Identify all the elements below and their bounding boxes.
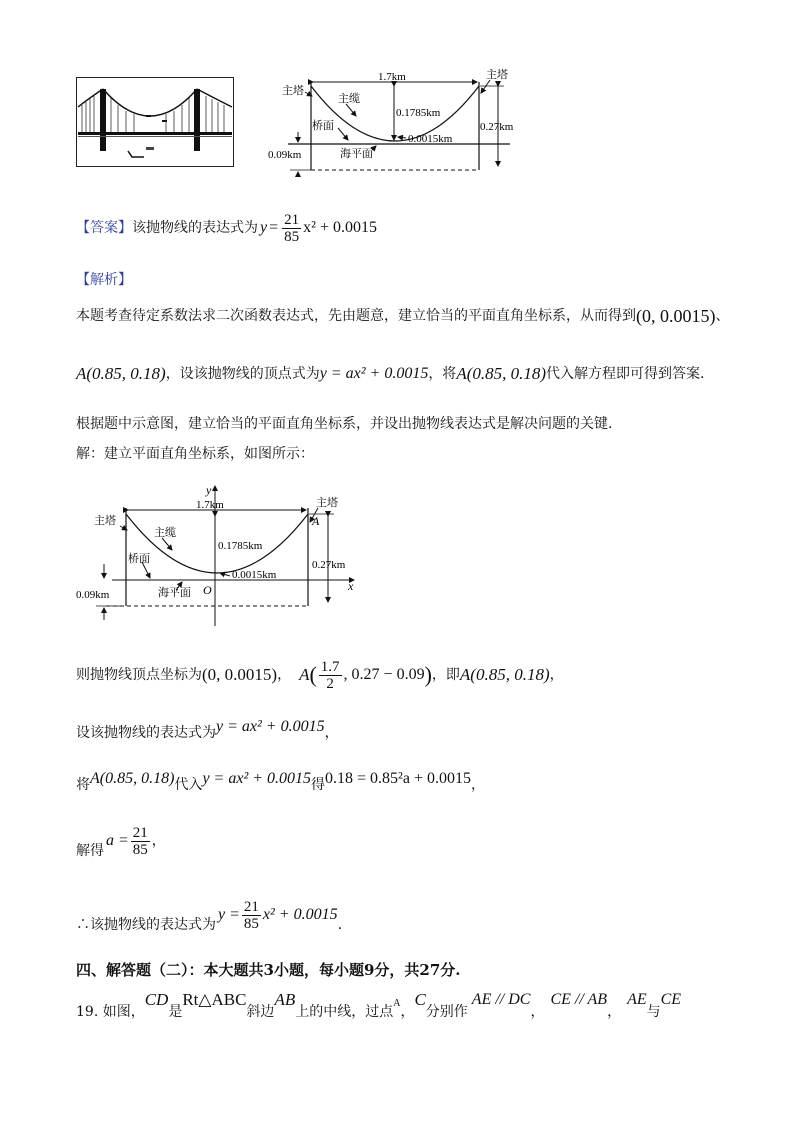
- fig2-h-deck: 0.09km: [76, 589, 110, 601]
- q19-ce-ab: CE // AB: [550, 991, 608, 1008]
- analysis-tag: 【解析】: [76, 272, 132, 288]
- solution-s5-num: 21: [243, 898, 259, 915]
- solution-s3-get: 得: [311, 777, 326, 793]
- solution-s1-a: A: [299, 665, 310, 684]
- q19-draw: 分别作: [425, 1004, 468, 1020]
- solution-s3-eq2: 0.18 = 0.85²a + 0.0015: [325, 770, 471, 787]
- fig2-deck: 桥面: [128, 553, 150, 565]
- answer-rest: x² + 0.0015: [303, 219, 377, 236]
- fig1-h-deck: 0.09km: [268, 149, 302, 161]
- solution-s2-eq: y = ax² + 0.0015: [216, 718, 325, 735]
- fig2-tower-right: 主塔: [316, 497, 338, 509]
- fig1-width-label: 1.7km: [378, 71, 406, 83]
- answer-den: 85: [284, 228, 300, 245]
- answer-text: 该抛物线的表达式为: [132, 220, 258, 236]
- q19-ab: AB: [274, 990, 296, 1009]
- solution-line-2: [76, 718, 339, 748]
- solution-s5-fraction: [242, 899, 261, 932]
- solution-s4-den: 85: [132, 841, 148, 858]
- fig1-sea: 海平面: [340, 148, 373, 160]
- fig2-width-label: 1.7km: [196, 499, 224, 511]
- solution-s5-den: 85: [243, 915, 259, 932]
- question-19: [76, 984, 681, 1024]
- analysis-p1-sep: 、: [715, 308, 730, 324]
- analysis-p2-text3: 代入解方程即可得到答案.: [546, 366, 705, 382]
- fig1-tower-left: 主塔: [282, 85, 304, 97]
- solution-s5-y: y =: [218, 906, 240, 923]
- fig1-h-mid: 0.1785km: [396, 107, 441, 119]
- solution-s1-point: A(0.85, 0.18): [459, 665, 550, 684]
- solution-s4-fraction: [131, 825, 150, 858]
- q19-cd: CD: [144, 990, 169, 1009]
- solution-s3-point: A(0.85, 0.18): [90, 770, 175, 787]
- solution-s1-paren-close: ): [424, 662, 432, 687]
- solution-line-4: [76, 816, 166, 866]
- q19-intro: 19. 如图，: [76, 1004, 145, 1020]
- solution-s1-den: 2: [326, 675, 334, 692]
- solution-s1-comma: ，: [277, 667, 292, 683]
- fig1-deck: 桥面: [312, 120, 334, 132]
- q19-hyp: 斜边: [246, 1004, 275, 1020]
- analysis-p2-point-a: A(0.85, 0.18): [76, 364, 166, 383]
- fig2-tower-left: 主塔: [94, 515, 116, 527]
- q19-ae-dc: AE // DC: [471, 991, 531, 1008]
- solution-s4-text: 解得: [76, 843, 104, 859]
- solution-s4-num: 21: [132, 824, 148, 841]
- q19-sep2: ，: [530, 1004, 545, 1020]
- answer-line: [76, 208, 377, 248]
- analysis-p2: [76, 362, 704, 386]
- solution-s5-end: .: [337, 917, 343, 933]
- analysis-p2-text: ，设该抛物线的顶点式为: [165, 366, 320, 382]
- bridge-diagram-1: [268, 66, 530, 178]
- answer-tag: 【答案】: [76, 220, 132, 236]
- bridge-photo: [76, 77, 234, 167]
- fig1-tower-right: 主塔: [486, 69, 508, 81]
- analysis-p1-text: 本题考查待定系数法求二次函数表达式，先由题意，建立恰当的平面直角坐标系，从而得到: [76, 308, 636, 324]
- q19-median: 上的中线，过点: [295, 1004, 394, 1020]
- q19-is: 是: [168, 1004, 183, 1020]
- analysis-p2-text2: ，将: [428, 366, 457, 382]
- solution-s3-end: ，: [470, 777, 485, 793]
- analysis-p1: [76, 304, 730, 328]
- solution-s1-end: ，: [549, 667, 564, 683]
- solution-s4-end: ，: [151, 833, 166, 849]
- analysis-p2-point-a2: A(0.85, 0.18): [456, 364, 547, 383]
- fig2-h-right: 0.27km: [312, 559, 346, 571]
- solution-s1-text: 则抛物线顶点坐标为: [76, 667, 202, 683]
- fig2-h-mid: 0.1785km: [218, 540, 263, 552]
- solution-s2-text: 设该抛物线的表达式为: [76, 725, 216, 741]
- solution-s4-a: a =: [106, 832, 129, 849]
- answer-y: y: [260, 219, 268, 236]
- q19-sep1: ，: [400, 1004, 415, 1020]
- analysis-p1-point: (0, 0.0015): [636, 306, 716, 326]
- solution-s1-paren-open: (: [309, 662, 317, 687]
- fig1-cable: 主缆: [338, 93, 360, 105]
- fig2-x-axis-label: x: [348, 579, 354, 593]
- solution-s1-coord: , 0.27 − 0.09: [343, 666, 425, 683]
- q19-triangle: Rt△ABC: [182, 990, 247, 1009]
- fig1-h-low: 0.0015km: [408, 133, 453, 145]
- q19-ae: AE: [627, 991, 647, 1008]
- fig2-h-low: 0.0015km: [232, 569, 277, 581]
- fig2-point-a: A: [312, 514, 320, 528]
- analysis-p2-vertex-form: y = ax² + 0.0015: [319, 365, 429, 382]
- solution-s3-eq: y = ax² + 0.0015: [202, 770, 312, 787]
- fig2-origin-label: O: [203, 583, 212, 597]
- answer-fraction: [282, 212, 301, 245]
- fig2-y-axis-label: y: [206, 483, 212, 497]
- solution-s5-rest: x² + 0.0015: [262, 906, 338, 923]
- q19-sep3: ，: [607, 1004, 622, 1020]
- analysis-p4: 解：建立平面直角坐标系，如图所示：: [76, 446, 314, 462]
- fig2-sea: 海平面: [158, 587, 191, 599]
- solution-s3-text: 将: [76, 777, 90, 793]
- q19-and: 与: [646, 1004, 661, 1020]
- solution-s3-sub: 代入: [174, 777, 203, 793]
- solution-s5-text: ∴该抛物线的表达式为: [76, 917, 216, 933]
- analysis-p3: 根据题中示意图，建立恰当的平面直角坐标系，并设出抛物线表达式是解决问题的关键.: [76, 416, 613, 432]
- answer-eq: =: [269, 219, 279, 236]
- solution-line-3: [76, 770, 485, 800]
- solution-s1-num: 1.7: [320, 658, 340, 675]
- solution-line-1: [76, 650, 564, 700]
- fig2-cable: 主缆: [154, 527, 176, 539]
- solution-s1-fraction: [319, 659, 342, 692]
- solution-s1-ie: ，即: [431, 667, 460, 683]
- answer-num: 21: [284, 211, 300, 228]
- fig1-h-right: 0.27km: [480, 121, 514, 133]
- solution-s1-vertex: (0, 0.0015): [202, 665, 278, 684]
- q19-ce: CE: [660, 991, 682, 1008]
- q19-point-a: A: [393, 998, 401, 1009]
- solution-s2-end: ，: [324, 725, 339, 741]
- bridge-diagram-2: [72, 480, 362, 628]
- section-heading: 四、解答题（二）：本大题共3小题，每小题9分，共27分.: [76, 961, 461, 979]
- solution-line-5: [76, 890, 342, 940]
- q19-point-c: C: [414, 990, 426, 1009]
